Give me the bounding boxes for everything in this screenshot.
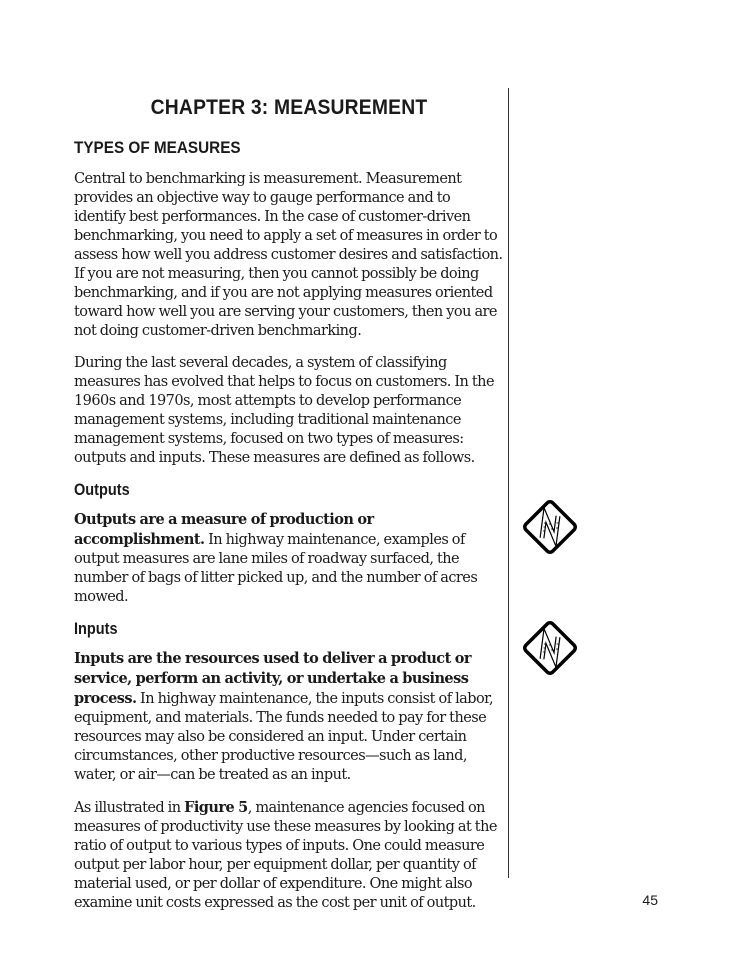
inputs-heading: Inputs bbox=[74, 620, 118, 638]
margin-rule bbox=[508, 88, 509, 878]
outputs-heading: Outputs bbox=[74, 481, 130, 499]
inputs-definition: Inputs are the resources used to deliver a product or service, perform an activity, or undertake a business process. bbox=[74, 650, 471, 707]
section-heading: TYPES OF MEASURES bbox=[74, 138, 241, 157]
figure-paragraph-lead: As illustrated in bbox=[74, 800, 185, 816]
inputs-paragraph bbox=[74, 649, 504, 785]
figure-paragraph-text: , maintenance agencies focused on measures of productivity use these measures by looking at the ratio of output to various types of inputs. One could measure output per labor hour, per equipment dollar, per quantity of material used, or per dollar of expenditure. One might also examine unit costs expressed as the cost per unit of output. bbox=[74, 800, 497, 911]
outputs-text: In highway maintenance, examples of output measures are lane miles of roadway surfaced, the number of bags of litter picked up, and the number of acres mowed. bbox=[74, 532, 478, 605]
intro-paragraph-2: During the last several decades, a system of classifying measures has evolved that helps to focus on customers. In the 1960s and 1970s, most attempts to develop performance management systems, including traditional maintenance management systems, focused on two types of measures: outputs and inputs. These measures are defined as follows. bbox=[74, 355, 494, 466]
measuring-tape-icon bbox=[519, 496, 581, 558]
intro-paragraph-1: Central to benchmarking is measurement. Measurement provides an objective way to gauge performance and to identify best performances. In the case of customer-driven benchmarking, you need to apply a set of measures in order to assess how well you address customer desires and satisfaction. If you are not measuring, then you cannot possibly be doing benchmarking, and if you are not applying measures oriented toward how well you are serving your customers, then you are not doing customer-driven benchmarking. bbox=[74, 171, 503, 339]
outputs-paragraph bbox=[74, 510, 504, 607]
figure-reference: Figure 5 bbox=[184, 799, 248, 816]
chapter-title: CHAPTER 3: MEASUREMENT bbox=[150, 96, 428, 119]
inputs-text: In highway maintenance, the inputs consist of labor, equipment, and materials. The funds needed to pay for these resources may also be considered an input. Under certain circumstances, other productive resources—such as land, water, or air—can be treated as an input. bbox=[74, 691, 494, 783]
main-column bbox=[74, 96, 504, 926]
outputs-definition: Outputs are a measure of production or accomplishment. bbox=[74, 511, 374, 548]
figure-paragraph bbox=[74, 798, 504, 913]
page-number: 45 bbox=[642, 892, 658, 908]
measuring-tape-icon bbox=[519, 617, 581, 679]
